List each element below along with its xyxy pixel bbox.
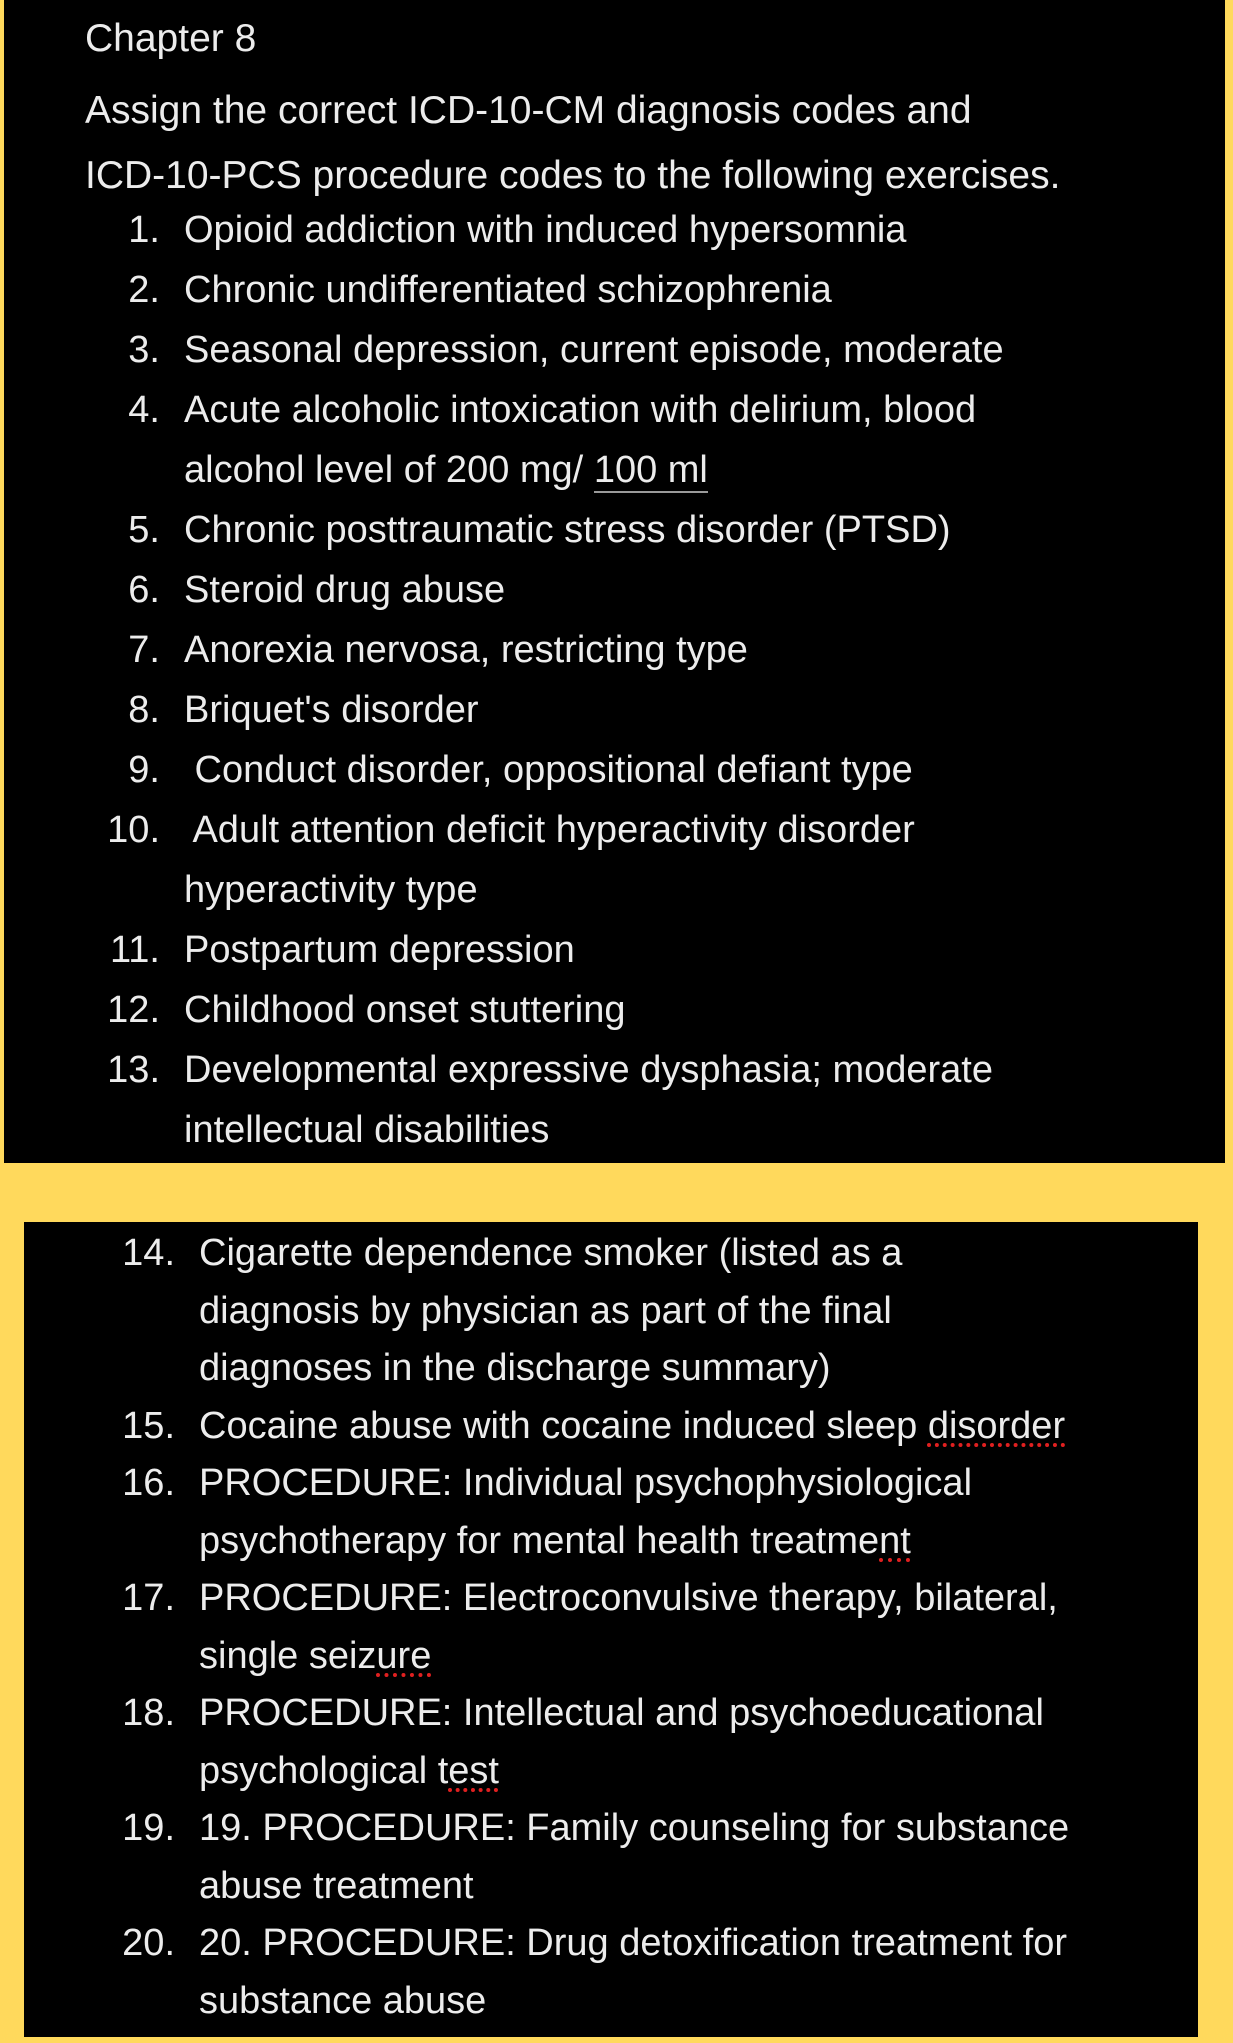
list-item (4, 800, 1225, 920)
spellcheck-flagged-word[interactable]: est (448, 1749, 499, 1792)
item-text: PROCEDURE: Individual psychophysiological (199, 1462, 973, 1504)
item-number: 2. (128, 269, 160, 311)
item-number: 11. (109, 929, 160, 971)
instructions-line: ICD-10-PCS procedure codes to the following exercises. (85, 154, 1061, 197)
item-number: 7. (128, 629, 160, 671)
item-text: Conduct disorder, oppositional defiant type (184, 749, 913, 791)
item-number: 8. (128, 689, 160, 731)
list-item (24, 1915, 1198, 2030)
item-text-continued: diagnosis by physician as part of the final (199, 1289, 892, 1332)
item-text-fragment: psychotherapy for mental health treatme (199, 1519, 880, 1562)
item-text-fragment: psychological t (199, 1749, 449, 1792)
item-text-continued (199, 1628, 1198, 1686)
exercise-list-bottom (24, 1225, 1198, 2030)
item-text-fragment: single seiz (199, 1634, 377, 1677)
list-item (4, 260, 1225, 320)
item-text-continued (184, 440, 1225, 500)
item-text-continued: diagnoses in the discharge summary) (199, 1347, 831, 1389)
item-text-fragment: alcohol level of 200 mg/ (184, 449, 594, 491)
list-item (24, 1398, 1198, 1456)
list-item (24, 1685, 1198, 1800)
list-item (4, 320, 1225, 380)
item-number: 1. (128, 209, 160, 251)
item-text (199, 1398, 1198, 1456)
list-item (4, 920, 1225, 980)
list-item (24, 1455, 1198, 1570)
item-text: Steroid drug abuse (184, 569, 506, 611)
list-item (4, 620, 1225, 680)
item-text-continued (199, 1743, 1198, 1801)
item-number: 17. (122, 1577, 175, 1619)
item-text: Cigarette dependence smoker (listed as a (199, 1232, 903, 1274)
item-number: 16. (122, 1462, 175, 1504)
instructions (85, 78, 1205, 208)
item-number: 18. (122, 1692, 175, 1734)
item-number: 12. (107, 989, 160, 1031)
item-number: 13. (107, 1049, 160, 1091)
item-number: 9. (128, 749, 160, 791)
item-text: Acute alcoholic intoxication with delirium, blood (184, 389, 977, 431)
item-number: 10. (107, 809, 160, 851)
item-text: PROCEDURE: Intellectual and psychoeducational (199, 1692, 1044, 1734)
item-number: 19. (122, 1807, 175, 1849)
list-item (4, 500, 1225, 560)
item-text: Chronic undifferentiated schizophrenia (184, 269, 832, 311)
item-text: Chronic posttraumatic stress disorder (PTSD) (184, 509, 951, 551)
item-number: 6. (128, 569, 160, 611)
item-text: Adult attention deficit hyperactivity disorder (184, 809, 915, 851)
item-text: Childhood onset stuttering (184, 989, 626, 1031)
list-item (4, 740, 1225, 800)
instructions-line: Assign the correct ICD-10-CM diagnosis codes and (85, 89, 972, 132)
item-number: 14. (122, 1232, 175, 1274)
spellcheck-flagged-word[interactable]: disorder (927, 1404, 1066, 1447)
item-number: 3. (128, 329, 160, 371)
list-item (24, 1225, 1198, 1398)
item-text-continued: substance abuse (199, 1979, 487, 2022)
item-text: Opioid addiction with induced hypersomnia (184, 209, 907, 251)
spellcheck-flagged-word[interactable]: ure (376, 1634, 432, 1677)
list-item (4, 680, 1225, 740)
item-text: Seasonal depression, current episode, moderate (184, 329, 1004, 371)
item-text: Anorexia nervosa, restricting type (184, 629, 748, 671)
item-number: 20. (122, 1922, 175, 1964)
list-item (24, 1570, 1198, 1685)
item-number: 4. (128, 389, 160, 431)
item-number: 5. (128, 509, 160, 551)
item-text: 19. PROCEDURE: Family counseling for substance (199, 1807, 1070, 1849)
item-text: Briquet's disorder (184, 689, 479, 731)
item-number: 15. (122, 1404, 175, 1447)
list-item (4, 1040, 1225, 1160)
spellcheck-flagged-word[interactable]: nt (879, 1519, 911, 1562)
item-text-continued: intellectual disabilities (184, 1109, 550, 1151)
item-text-fragment: Cocaine abuse with cocaine induced sleep (199, 1404, 928, 1447)
item-text: PROCEDURE: Electroconvulsive therapy, bilateral, (199, 1577, 1058, 1619)
item-text-continued (199, 1513, 1198, 1571)
item-text: Developmental expressive dysphasia; moderate (184, 1049, 993, 1091)
item-text: Postpartum depression (184, 929, 575, 971)
list-item (4, 200, 1225, 260)
item-text-continued: abuse treatment (199, 1864, 474, 1907)
underlined-value: 100 ml (593, 449, 708, 491)
list-item (4, 980, 1225, 1040)
list-item (24, 1800, 1198, 1915)
chapter-title: Chapter 8 (85, 17, 257, 60)
item-text-continued: hyperactivity type (184, 869, 478, 911)
list-item (4, 560, 1225, 620)
exercise-list-top (4, 200, 1225, 1160)
exercise-panel-top (4, 0, 1225, 1163)
item-text: 20. PROCEDURE: Drug detoxification treatment for (199, 1922, 1068, 1964)
list-item (4, 380, 1225, 500)
